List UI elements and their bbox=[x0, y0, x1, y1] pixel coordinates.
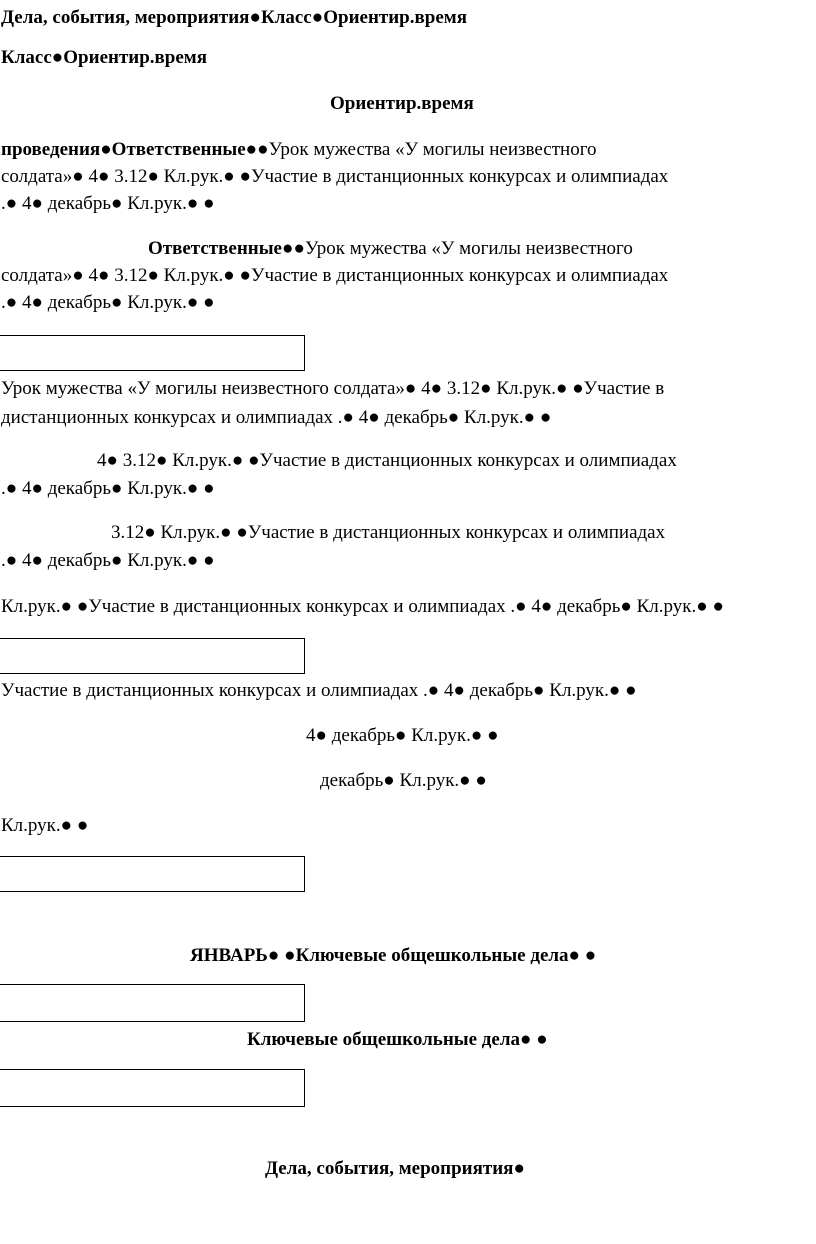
text-line-10: Урок мужества «У могилы неизвестного солдата»● 4● 3.12● Кл.рук.● ●Участие в bbox=[1, 378, 665, 399]
text-line-11: дистанционных конкурсах и олимпиадах .● 4● декабрь● Кл.рук.● ● bbox=[1, 407, 552, 428]
empty-box-4 bbox=[0, 984, 305, 1022]
text-line-15: .● 4● декабрь● Кл.рук.● ● bbox=[1, 550, 215, 571]
text-line-2: Класс●Ориентир.время bbox=[1, 47, 208, 68]
text-line-19: декабрь● Кл.рук.● ● bbox=[320, 770, 487, 791]
text-line-22: Ключевые общешкольные дела● ● bbox=[247, 1029, 548, 1050]
empty-box-1 bbox=[0, 335, 305, 371]
empty-box-2 bbox=[0, 638, 305, 674]
text-line-1: Дела, события, мероприятия●Класс●Ориентир.время bbox=[1, 7, 467, 28]
text-line-21: ЯНВАРЬ● ●Ключевые общешкольные дела● ● bbox=[190, 945, 597, 966]
text-line-5: солдата»● 4● 3.12● Кл.рук.● ●Участие в дистанционных конкурсах и олимпиадах bbox=[1, 166, 669, 187]
text-line-18: 4● декабрь● Кл.рук.● ● bbox=[306, 725, 499, 746]
text-line-20: Кл.рук.● ● bbox=[1, 815, 89, 836]
text-line-6: .● 4● декабрь● Кл.рук.● ● bbox=[1, 193, 215, 214]
text-line-17: Участие в дистанционных конкурсах и олимпиадах .● 4● декабрь● Кл.рук.● ● bbox=[1, 680, 637, 701]
text-line-4-rest: Урок мужества «У могилы неизвестного bbox=[268, 139, 597, 160]
text-line-23: Дела, события, мероприятия● bbox=[265, 1158, 525, 1179]
text-line-12: 4● 3.12● Кл.рук.● ●Участие в дистанционных конкурсах и олимпиадах bbox=[97, 450, 677, 471]
text-line-7-bold: Ответственные●● bbox=[148, 238, 305, 259]
text-line-9: .● 4● декабрь● Кл.рук.● ● bbox=[1, 292, 215, 313]
text-line-7-rest: Урок мужества «У могилы неизвестного bbox=[304, 238, 633, 259]
text-line-13: .● 4● декабрь● Кл.рук.● ● bbox=[1, 478, 215, 499]
empty-box-5 bbox=[0, 1069, 305, 1107]
text-line-4-bold: проведения●Ответственные●● bbox=[1, 139, 269, 160]
text-line-14: 3.12● Кл.рук.● ●Участие в дистанционных конкурсах и олимпиадах bbox=[111, 522, 666, 543]
text-line-16: Кл.рук.● ●Участие в дистанционных конкурсах и олимпиадах .● 4● декабрь● Кл.рук.● ● bbox=[1, 596, 724, 617]
empty-box-3 bbox=[0, 856, 305, 892]
text-line-3: Ориентир.время bbox=[330, 93, 474, 114]
text-line-7 bbox=[148, 234, 633, 263]
text-line-8: солдата»● 4● 3.12● Кл.рук.● ●Участие в дистанционных конкурсах и олимпиадах bbox=[1, 265, 669, 286]
text-line-4 bbox=[1, 135, 597, 164]
